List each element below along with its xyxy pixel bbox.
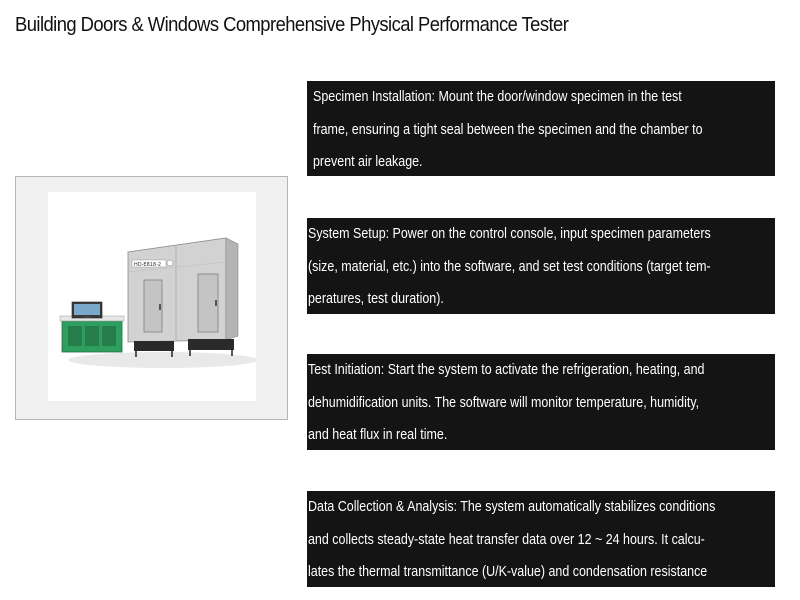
step-text-line: frame, ensuring a tight seal between the specimen and the chamber to xyxy=(313,121,703,138)
step-box-data-collection xyxy=(307,491,775,587)
step-text-line: Test Initiation: Start the system to activate the refrigeration, heating, and xyxy=(308,362,705,378)
chamber-label: HD-E818-2 xyxy=(134,262,162,268)
environmental-chamber-image xyxy=(48,192,256,401)
step-text-line: peratures, test duration). xyxy=(308,291,444,307)
step-text-line: lates the thermal transmittance (U/K-value) and condensation resistance xyxy=(308,564,708,580)
step-text-line: System Setup: Power on the control console, input specimen parameters xyxy=(308,226,711,242)
step-box-system-setup xyxy=(307,218,775,314)
step-text-line: Specimen Installation: Mount the door/window specimen in the test xyxy=(313,89,682,105)
step-text-line: and collects steady-state heat transfer data over 12 ~ 24 hours. It calcu- xyxy=(308,531,705,548)
product-photo-frame xyxy=(15,176,288,420)
step-text-line: prevent air leakage. xyxy=(313,154,423,170)
step-box-specimen-installation xyxy=(307,81,775,176)
step-text-line: and heat flux in real time. xyxy=(308,427,448,443)
step-text-line: dehumidification units. The software will monitor temperature, humidity, xyxy=(308,394,700,411)
step-text-line: Data Collection & Analysis: The system automatically stabilizes conditions xyxy=(308,499,716,515)
product-photo xyxy=(48,192,256,401)
step-text-line: (size, material, etc.) into the software, and set test conditions (target tem- xyxy=(308,258,711,275)
page-title: Building Doors & Windows Comprehensive Physical Performance Tester xyxy=(15,14,569,36)
step-box-test-initiation xyxy=(307,354,775,450)
